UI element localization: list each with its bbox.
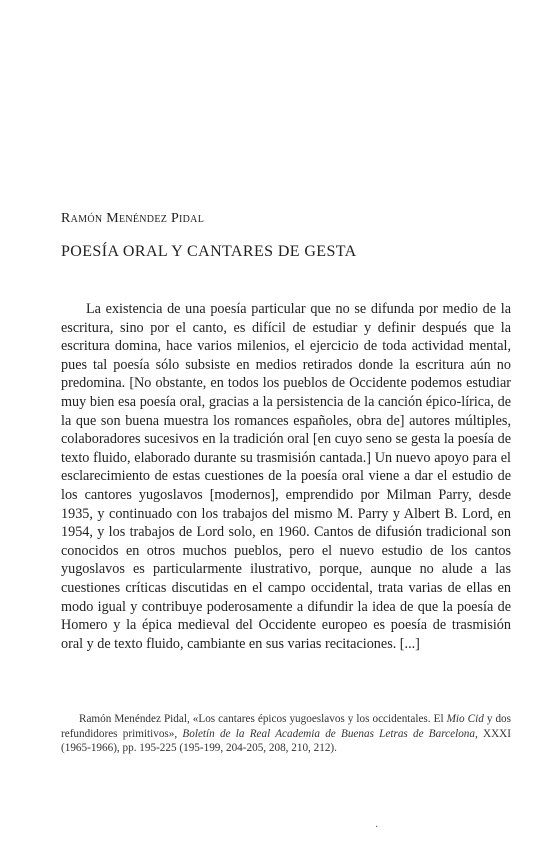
footnote-text-2: y dos refundidores primitivos», — [61, 713, 512, 740]
footnote-text-1: Ramón Menéndez Pidal, «Los cantares épicos yugoeslavos y los occidentales. El — [79, 713, 447, 725]
footnote-text-3: XXXI (1965-1966), pp. 195-225 (195-199, 204-205, 208, 210, 212). — [61, 727, 511, 755]
footnote-italic-journal: Boletín de la Real Academia de Buenas Letras de Barcelona, — [182, 727, 478, 740]
essay-title: POESÍA ORAL Y CANTARES DE GESTA — [61, 243, 357, 260]
author-name: Ramón Menéndez Pidal — [61, 211, 205, 226]
page-mark: · — [375, 822, 379, 833]
body-paragraph: La existencia de una poesía particular que no se difunda por medio de la escritura, sino por el canto, es difícil de estudiar y definir después que la escritura domina, hace varios milenios, el ejercicio de toda actividad mental, pues tal poesía sólo subsiste en medios retirados donde la escritura aún no predomina. [No obstante, en todos los pueblos de Occidente podemos estudiar muy bien esa poesía oral, gracias a la persistencia de la canción épico-lírica, de la que son buena muestra los romances españoles, obra de] autores múltiples, colaboradores sucesivos en la tradición oral [en cuyo seno se gesta la poesía de texto fluido, elaborado durante su trasmisión cantada.] Un nuevo apoyo para el esclarecimiento de estas cuestiones de la poesía oral viene a dar el estudio de los cantores yugoslavos [modernos], emprendido por Milman Parry, desde 1935, y continuado con los trabajos del mismo M. Parry y Albert B. Lord, en 1954, y los trabajos de Lord solo, en 1960. Cantos de difusión tradicional son conocidos en otros muchos pueblos, pero el nuevo estudio de los cantos yugoslavos es particularmente ilustrativo, porque, aunque no alude a las cuestiones críticas discutidas en el campo occidental, trata varias de ellas en modo igual y contribuye poderosamente a difundir la idea de que la poesía de Homero y la épica medieval del Occidente europeo es poesía de trasmisión oral y de texto fluido, cambiante en sus varias recitaciones. [...] — [61, 301, 511, 652]
source-footnote — [61, 712, 511, 756]
footnote-italic-title-1: Mio Cid — [446, 713, 484, 725]
